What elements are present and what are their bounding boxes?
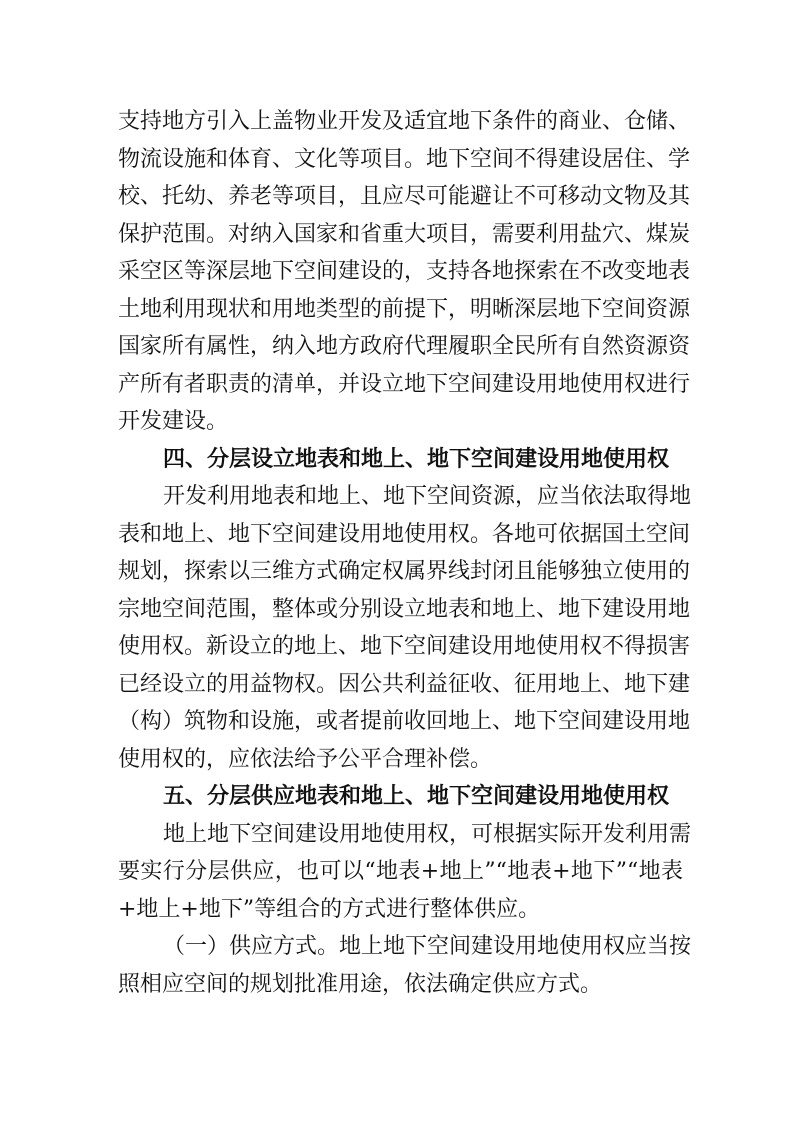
text-line: 保护范围。对纳入国家和省重大项目，需要利用盐穴、煤炭	[118, 221, 691, 247]
text-line: 土地利用现状和用地类型的前提下，明晰深层地下空间资源	[118, 296, 691, 322]
text-line: 要实行分层供应，也可以“地表+地上”“地表+地下”“地表	[118, 859, 683, 884]
section-heading: 五、分层供应地表和地上、地下空间建设用地使用权	[163, 784, 670, 809]
text-line: 规划，探索以三维方式确定权属界线封闭且能够独立使用的	[118, 559, 691, 584]
text-line: 已经设立的用益物权。因公共利益征收、征用地上、地下建	[118, 671, 691, 697]
text-line: 使用权。新设立的地上、地下空间建设用地使用权不得损害	[118, 634, 691, 659]
text-line: 支持地方引入上盖物业开发及适宜地下条件的商业、仓储、	[118, 109, 691, 134]
text-line: 开发利用地表和地上、地下空间资源，应当依法取得地	[163, 484, 692, 509]
text-line: 校、托幼、养老等项目，且应尽可能避让不可移动文物及其	[118, 184, 691, 209]
text-line: （一）供应方式。地上地下空间建设用地使用权应当按	[163, 934, 692, 959]
text-line: 地上地下空间建设用地使用权，可根据实际开发利用需	[163, 821, 692, 847]
text-line: 照相应空间的规划批准用途，依法确定供应方式。	[118, 971, 603, 997]
text-line: 国家所有属性，纳入地方政府代理履职全民所有自然资源资	[118, 334, 691, 359]
document-page	[118, 103, 692, 1003]
text-line: 物流设施和体育、文化等项目。地下空间不得建设居住、学	[118, 146, 691, 172]
section-heading: 四、分层设立地表和地上、地下空间建设用地使用权	[163, 446, 670, 472]
text-line: 宗地空间范围，整体或分别设立地表和地上、地下建设用地	[118, 596, 691, 622]
text-line: 产所有者职责的清单，并设立地下空间建设用地使用权进行	[118, 371, 691, 397]
text-line: 表和地上、地下空间建设用地使用权。各地可依据国土空间	[118, 521, 691, 547]
text-line: 开发建设。	[118, 409, 229, 434]
text-line: 采空区等深层地下空间建设的，支持各地探索在不改变地表	[118, 259, 691, 284]
text-line: +地上+地下”等组合的方式进行整体供应。	[118, 896, 541, 922]
text-line: 使用权的，应依法给予公平合理补偿。	[118, 746, 493, 772]
text-line: （构）筑物和设施，或者提前收回地上、地下空间建设用地	[118, 709, 691, 734]
